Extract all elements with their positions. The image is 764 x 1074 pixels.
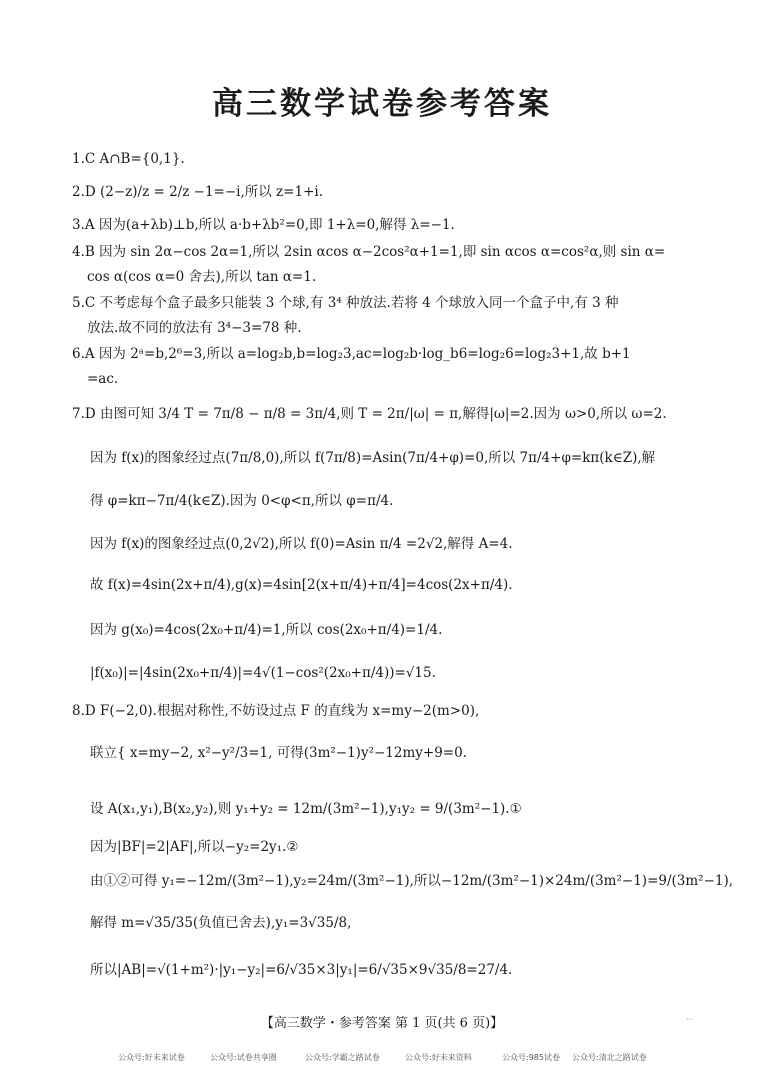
answer-line: 解得 m=√35/35(负值已舍去),y₁=3√35/8, <box>90 915 352 931</box>
answer-line: 4.B 因为 sin 2α−cos 2α=1,所以 2sin αcos α−2cos²α+1=1,即 sin αcos α=cos²α,则 sin α= <box>72 244 666 260</box>
answer-line: 由①②可得 y₁=−12m/(3m²−1),y₂=24m/(3m²−1),所以−12m/(3m²−1)×24m/(3m²−1)=9/(3m²−1), <box>90 873 734 889</box>
watermark-text: 公众号:学霸之路试卷 <box>305 1053 380 1062</box>
answer-line: 联立{ x=my−2, x²−y²/3=1, 可得(3m²−1)y²−12my+9=0. <box>90 745 467 761</box>
answer-line: 放法.故不同的放法有 3⁴−3=78 种. <box>87 320 302 336</box>
answer-line: 因为 f(x)的图象经过点(0,2√2),所以 f(0)=Asin π/4 =2√2,解得 A=4. <box>90 536 513 552</box>
answer-line: 因为|BF|=2|AF|,所以−y₂=2y₁.② <box>90 839 299 855</box>
answer-line: 1.C A∩B={0,1}. <box>72 151 185 167</box>
answer-line: 8.D F(−2,0).根据对称性,不妨设过点 F 的直线为 x=my−2(m>0), <box>72 703 480 719</box>
watermark-text: 公众号:好未来资料 <box>405 1053 472 1062</box>
watermark-text: 公众号:清北之路试卷 <box>572 1053 647 1062</box>
footer-dots: ··· <box>686 1015 694 1024</box>
answer-line: 得 φ=kπ−7π/4(k∈Z).因为 0<φ<π,所以 φ=π/4. <box>90 493 394 509</box>
watermark-text: 公众号:试卷共享圈 <box>210 1053 277 1062</box>
page-title: 高三数学试卷参考答案 <box>212 86 552 122</box>
answer-line: 2.D (2−z)/z = 2/z −1=−i,所以 z=1+i. <box>72 184 323 200</box>
answer-line: 设 A(x₁,y₁),B(x₂,y₂),则 y₁+y₂ = 12m/(3m²−1),y₁y₂ = 9/(3m²−1).① <box>90 801 522 817</box>
watermark-text: 公众号:985试卷 <box>502 1053 560 1062</box>
answer-line: 3.A 因为(a+λb)⊥b,所以 a·b+λb²=0,即 1+λ=0,解得 λ=−1. <box>72 217 455 233</box>
answer-line: 6.A 因为 2ᵃ=b,2⁶=3,所以 a=log₂b,b=log₂3,ac=log₂b·log_b6=log₂6=log₂3+1,故 b+1 <box>72 346 631 362</box>
answer-line: 7.D 由图可知 3/4 T = 7π/8 − π/8 = 3π/4,则 T = 2π/|ω| = π,解得|ω|=2.因为 ω>0,所以 ω=2. <box>72 406 667 422</box>
watermark-text: 公众号:好未来试卷 <box>118 1053 185 1062</box>
answer-line: 5.C 不考虑每个盒子最多只能装 3 个球,有 3⁴ 种放法.若将 4 个球放入同一个盒子中,有 3 种 <box>72 295 619 311</box>
answer-line: 故 f(x)=4sin(2x+π/4),g(x)=4sin[2(x+π/4)+π/4]=4cos(2x+π/4). <box>90 577 513 593</box>
answer-line: 因为 f(x)的图象经过点(7π/8,0),所以 f(7π/8)=Asin(7π/4+φ)=0,所以 7π/4+φ=kπ(k∈Z),解 <box>90 450 656 466</box>
answer-line: 因为 g(x₀)=4cos(2x₀+π/4)=1,所以 cos(2x₀+π/4)=1/4. <box>90 622 443 638</box>
answer-line: cos α(cos α=0 舍去),所以 tan α=1. <box>87 269 317 285</box>
answer-line: 所以|AB|=√(1+m²)·|y₁−y₂|=6/√35×3|y₁|=6/√35×9√35/8=27/4. <box>90 962 513 978</box>
answer-line: =ac. <box>87 371 119 387</box>
page-footer: 【高三数学・参考答案 第 1 页(共 6 页)】 <box>260 1016 504 1031</box>
answer-line: |f(x₀)|=|4sin(2x₀+π/4)|=4√(1−cos²(2x₀+π/4))=√15. <box>90 665 436 681</box>
